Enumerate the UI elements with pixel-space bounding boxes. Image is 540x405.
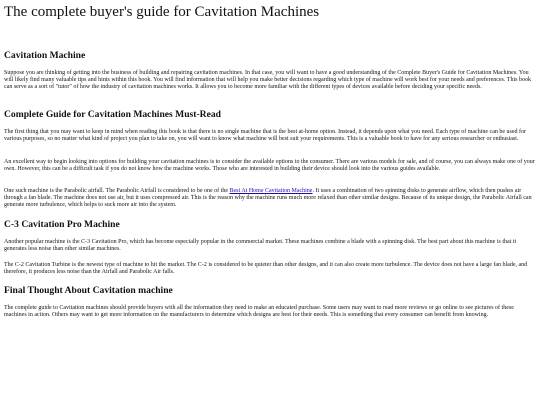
paragraph-intro: Suppose you are thinking of getting into the business of building and repairing cavitation machines. In that case, you will want to have a good understanding of the Complete Buyer's Guide for Cavitation Machines. You will likely find many valuable tips and hints within this book. You will find information that will help you make better decisions regarding which type of machine will work best for your needs and preferences. This book can serve as a sort of "tutor" of how the industry of cavitation machines works. It allows you to become more familiar with the different types of devices available before deciding your specific needs. (4, 70, 531, 90)
paragraph-c3-pro: Another popular machine is the C-3 Cavitation Pro, which has become especially popular in the commercial market. These machines combine a blade with a spinning disk. The best part about this machine is that it generates less noise than other similar machines. (4, 239, 517, 252)
paragraph-text-after-link: . It uses a combination of two spinning disks to generate airflow, which then pushes air through a fan blade. The machine does not use air, but it uses compressed air. This is the reason why the machine runs much more relaxed than other similar designs. Because of its unique design, the Parabolic Airfall can generate more turbulence, which helps to suck more air into the system. (4, 188, 532, 208)
best-at-home-cavitation-machine-link[interactable]: Best At Home Cavitation Machine (229, 188, 313, 194)
heading-complete-guide: Complete Guide for Cavitation Machines Must-Read (4, 109, 221, 120)
paragraph-parabolic-airfall (4, 188, 535, 209)
paragraph-first-thing: The first thing that you may want to keep in mind when reading this book is that there is no single machine that is the best at-home option. Instead, it depends upon what you need. Each type of machine can be used for various purposes, so no matter what kind of project you plan to take on, you will want to know what machine will best suit your requirements. This is a valuable book to have for any serious researcher or enthusiast. (4, 129, 527, 142)
heading-cavitation-machine: Cavitation Machine (4, 50, 86, 61)
paragraph-options: An excellent way to begin looking into options for building your cavitation machines is to consider the available options to the consumer. There are various models for sale, and of course, you can always make one of your own. However, this can be a difficult task if you do not know how the machine works. Those who are interested in building their device should look into the various guides available. (4, 159, 535, 172)
page-title: The complete buyer's guide for Cavitation Machines (4, 4, 320, 20)
paragraph-c2-turbine: The C-2 Cavitation Turbine is the newest type of machine to hit the market. The C-2 is considered to be quieter than other designs, and it can also create more turbulence. The device does not have a large fan blade, and therefore, it produces less noise than the Airfall and Parabolic Air falls. (4, 262, 528, 275)
paragraph-text-before-link: One such machine is the Parabolic airfall. The Parabolic Airfall is considered to be one of the (4, 188, 230, 194)
heading-c3-cavitation-pro: C-3 Cavitation Pro Machine (4, 219, 120, 230)
heading-final-thought: Final Thought About Cavitation machine (4, 285, 173, 296)
paragraph-final: The complete guide to Cavitation machines should provide buyers with all the information they need to make an educated purchase. Some users may want to read more reviews or go online to see pictures of these machines in action. Others may want to get more information on the manufacturers to determine which designs are best for their needs. This is something that every consumer can benefit from knowing. (4, 305, 514, 318)
